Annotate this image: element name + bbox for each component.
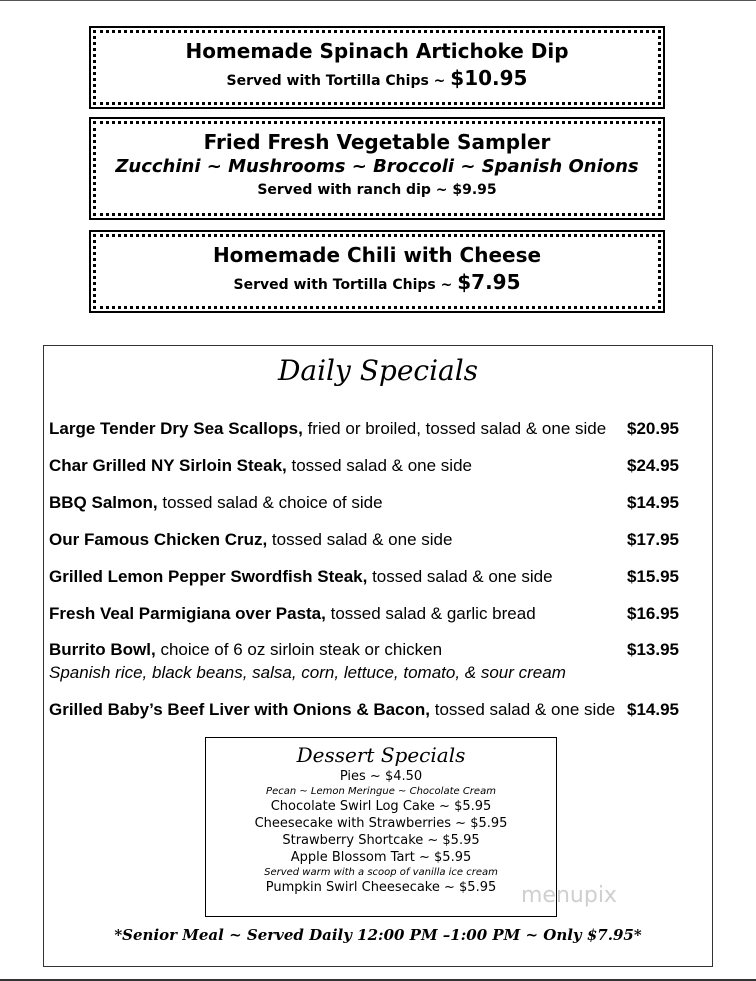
special-item-scallops — [49, 417, 679, 440]
appetizer-subtitle — [91, 179, 663, 201]
special-price: $15.95 — [627, 567, 679, 586]
special-price: $14.95 — [627, 700, 679, 719]
appetizer-price: $7.95 — [457, 270, 521, 294]
special-name: Burrito Bowl, — [49, 640, 156, 659]
appetizer-price: $9.95 — [452, 182, 497, 198]
dessert-specials-box — [205, 737, 557, 917]
appetizer-subtitle — [91, 271, 663, 296]
special-desc: fried or broiled, tossed salad & one side — [302, 419, 607, 438]
special-price: $20.95 — [627, 419, 679, 438]
daily-specials-section — [43, 345, 713, 967]
appetizer-vegetables: Zucchini ~ Mushrooms ~ Broccoli ~ Spanish Onions — [115, 156, 639, 177]
appetizer-box-chili — [89, 230, 665, 313]
appetizer-box-vegetable-sampler — [89, 117, 665, 220]
dessert-item: Apple Blossom Tart ~ $5.95 — [290, 850, 472, 865]
top-rule — [0, 0, 756, 1]
appetizer-title: Homemade Chili with Cheese — [212, 243, 542, 267]
special-price: $14.95 — [627, 493, 679, 512]
dessert-item: Pies ~ $4.50 — [339, 769, 423, 784]
dessert-item: Strawberry Shortcake ~ $5.95 — [282, 833, 480, 848]
dessert-specials-title: Dessert Specials — [296, 743, 466, 767]
special-item-bbq-salmon — [49, 491, 679, 514]
special-name: Our Famous Chicken Cruz, — [49, 530, 268, 549]
special-desc: tossed salad & one side — [267, 530, 453, 549]
special-name: Large Tender Dry Sea Scallops, — [49, 419, 303, 438]
special-item-burrito-bowl — [49, 638, 679, 684]
appetizer-sub-text: Served with ranch dip ~ — [257, 182, 453, 198]
appetizer-subtitle — [91, 67, 663, 92]
senior-meal-note: *Senior Meal ~ Served Daily 12:00 PM –1:00 PM ~ Only $7.95* — [114, 926, 642, 944]
special-price: $17.95 — [627, 530, 679, 549]
special-name: Char Grilled NY Sirloin Steak, — [49, 456, 287, 475]
special-price: $16.95 — [627, 604, 679, 623]
dessert-item: Cheesecake with Strawberries ~ $5.95 — [254, 816, 508, 831]
dessert-note: Served warm with a scoop of vanilla ice cream — [264, 867, 498, 878]
appetizer-title: Homemade Spinach Artichoke Dip — [185, 39, 569, 63]
special-price: $24.95 — [627, 456, 679, 475]
special-desc: tossed salad & one side — [430, 700, 616, 719]
dessert-item: Chocolate Swirl Log Cake ~ $5.95 — [270, 799, 492, 814]
daily-specials-title: Daily Specials — [277, 354, 479, 387]
appetizer-box-spinach-dip — [89, 26, 665, 109]
special-name: Grilled Lemon Pepper Swordfish Steak, — [49, 567, 368, 586]
special-name: Grilled Baby’s Beef Liver with Onions & Bacon, — [49, 700, 431, 719]
appetizer-sub-text: Served with Tortilla Chips ~ — [233, 277, 458, 293]
appetizer-title: Fried Fresh Vegetable Sampler — [203, 130, 551, 154]
appetizer-price: $10.95 — [450, 66, 528, 90]
special-desc: tossed salad & choice of side — [157, 493, 383, 512]
special-item-swordfish — [49, 565, 679, 588]
special-item-sirloin — [49, 454, 679, 477]
menupix-watermark: menupix — [521, 883, 617, 908]
dessert-note: Pecan ~ Lemon Meringue ~ Chocolate Cream — [266, 786, 496, 797]
special-item-beef-liver — [49, 698, 679, 721]
special-name: Fresh Veal Parmigiana over Pasta, — [49, 604, 326, 623]
special-desc-secondary: Spanish rice, black beans, salsa, corn, lettuce, tomato, & sour cream — [49, 663, 566, 682]
special-item-veal-parmigiana — [49, 602, 679, 625]
special-desc: tossed salad & one side — [367, 567, 553, 586]
special-item-chicken-cruz — [49, 528, 679, 551]
special-desc: choice of 6 oz sirloin steak or chicken — [155, 640, 443, 659]
special-desc: tossed salad & one side — [286, 456, 472, 475]
dessert-item: Pumpkin Swirl Cheesecake ~ $5.95 — [265, 880, 497, 895]
appetizer-sub-text: Served with Tortilla Chips ~ — [226, 73, 451, 89]
special-price: $13.95 — [627, 640, 679, 659]
special-desc: tossed salad & garlic bread — [325, 604, 536, 623]
special-name: BBQ Salmon, — [49, 493, 158, 512]
